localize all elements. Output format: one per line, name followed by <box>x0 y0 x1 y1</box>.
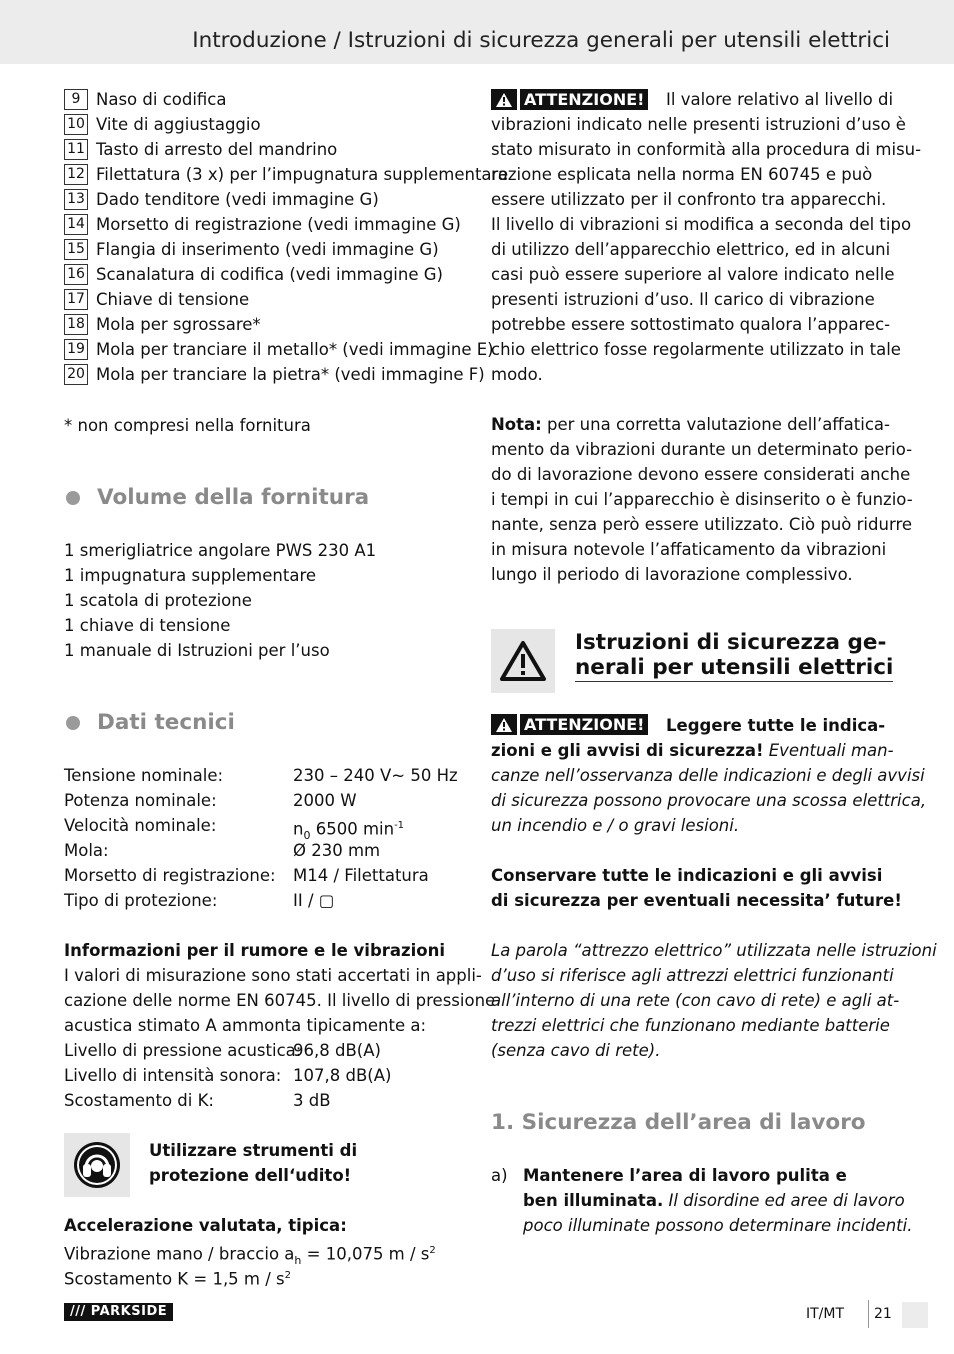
ear-protection-icon <box>64 1133 130 1197</box>
bullet-icon <box>66 716 80 730</box>
italic-text: di sicurezza possono provocare una scossa elettrica, <box>491 791 927 810</box>
vibration-text: modo. <box>491 365 543 384</box>
noise-value: 3 dB <box>293 1091 331 1110</box>
vibration-text: stato misurato in conformità alla procedura di misu- <box>491 140 922 159</box>
part-number: 14 <box>64 214 88 235</box>
page-title: Introduzione / Istruzioni di sicurezza generali per utensili elettrici <box>192 28 890 53</box>
volume-item: 1 smerigliatrice angolare PWS 230 A1 <box>64 541 377 560</box>
part-label: Vite di aggiustaggio <box>96 115 261 134</box>
tech-key: Potenza nominale: <box>64 791 217 810</box>
accel-heading: Accelerazione valutata, tipica: <box>64 1216 347 1235</box>
ear-protection-text: Utilizzare strumenti di <box>149 1141 358 1160</box>
warning-icon <box>491 89 517 110</box>
brand-logo: /// PARKSIDE <box>64 1303 173 1321</box>
item-text: ben illuminata. Il disordine ed aree di lavoro <box>523 1191 905 1210</box>
noise-text: acustica stimato A ammonta tipicamente a: <box>64 1016 427 1035</box>
volume-item: 1 impugnatura supplementare <box>64 566 317 585</box>
nota-text: lungo il periodo di lavorazione complessivo. <box>491 565 853 584</box>
nota-text: mento da vibrazioni durante un determinato perio- <box>491 440 913 459</box>
speed-subscript: 0 <box>303 828 311 842</box>
nota-text: in misura notevole l’affaticamento da vibrazioni <box>491 540 887 559</box>
nota-line: Nota: per una corretta valutazione dell’affatica- <box>491 415 890 434</box>
warning-icon <box>491 714 517 735</box>
read-instructions: Leggere tutte le indica- <box>666 716 886 735</box>
tech-key: Mola: <box>64 841 109 860</box>
definition-text: (senza cavo di rete). <box>491 1041 661 1060</box>
noise-text: I valori di misurazione sono stati accertati in appli- <box>64 966 482 985</box>
part-number: 16 <box>64 264 88 285</box>
footnote: * non compresi nella fornitura <box>64 416 311 435</box>
tech-key: Velocità nominale: <box>64 816 217 835</box>
vibration-text: razione esplicata nella norma EN 60745 e può <box>491 165 873 184</box>
tech-key: Tensione nominale: <box>64 766 224 785</box>
part-number: 19 <box>64 339 88 360</box>
definition-text: all’interno di una rete (con cavo di rete) e agli at- <box>491 991 900 1010</box>
part-number: 20 <box>64 364 88 385</box>
part-number: 13 <box>64 189 88 210</box>
part-number: 11 <box>64 139 88 160</box>
part-label: Mola per tranciare il metallo* (vedi immagine E) <box>96 340 494 359</box>
speed-symbol: n <box>293 819 304 839</box>
part-label: Chiave di tensione <box>96 290 250 309</box>
part-number: 10 <box>64 114 88 135</box>
noise-heading: Informazioni per il rumore e le vibrazioni <box>64 941 446 960</box>
noise-text: cazione delle norme EN 60745. Il livello di pressione <box>64 991 496 1010</box>
noise-key: Livello di pressione acustica: <box>64 1041 302 1060</box>
tech-key: Tipo di protezione: <box>64 891 218 910</box>
vibration-text: potrebbe essere sottostimato qualora l’apparec- <box>491 315 891 334</box>
accel-k: Scostamento K = 1,5 m / $s^2$ <box>64 1269 292 1289</box>
section-title-volume: Volume della fornitura <box>97 485 370 510</box>
tech-key: Morsetto di registrazione: <box>64 866 276 885</box>
noise-value: 107,8 dB(A) <box>293 1066 392 1085</box>
part-label: Mola per sgrossare* <box>96 315 261 334</box>
page-tab <box>902 1302 928 1328</box>
volume-item: 1 scatola di protezione <box>64 591 252 610</box>
part-label: Dado tenditore (vedi immagine G) <box>96 190 379 209</box>
vibration-text: presenti istruzioni d’uso. Il carico di vibrazione <box>491 290 875 309</box>
language-code: IT/MT <box>806 1306 845 1322</box>
section-title-tech: Dati tecnici <box>97 710 235 735</box>
nota-text: do di lavorazione devono essere considerati anche <box>491 465 911 484</box>
part-number: 18 <box>64 314 88 335</box>
part-label: Filettatura (3 x) per l’impugnatura supplementare <box>96 165 509 184</box>
tech-value: 230 – 240 V~ 50 Hz <box>293 766 458 785</box>
vibration-text: chio elettrico fosse regolarmente utilizzato in tale <box>491 340 901 359</box>
part-number: 12 <box>64 164 88 185</box>
noise-key: Livello di intensità sonora: <box>64 1066 282 1085</box>
vibration-text: casi può essere superiore al valore indicato nelle <box>491 265 895 284</box>
speed-superscript: -1 <box>394 820 405 831</box>
read-instructions: zioni e gli avvisi di sicurezza! Eventuali man- <box>491 741 894 760</box>
vibration-text: vibrazioni indicato nelle presenti istruzioni d’uso è <box>491 115 906 134</box>
part-label: Morsetto di registrazione (vedi immagine G) <box>96 215 461 234</box>
definition-text: d’uso si riferisce agli attrezzi elettrici funzionanti <box>491 966 894 985</box>
keep-instructions: di sicurezza per eventuali necessita’ future! <box>491 891 902 910</box>
tech-value: M14 / Filettatura <box>293 866 429 885</box>
part-label: Naso di codifica <box>96 90 227 109</box>
noise-value: 96,8 dB(A) <box>293 1041 381 1060</box>
item-text: Mantenere l’area di lavoro pulita e <box>523 1166 847 1185</box>
vibration-text: essere utilizzato per il confronto tra apparecchi. <box>491 190 887 209</box>
item-label: a) <box>491 1166 508 1185</box>
part-number: 15 <box>64 239 88 260</box>
part-number: 17 <box>64 289 88 310</box>
attention-badge: ATTENZIONE! <box>491 89 648 110</box>
part-label: Tasto di arresto del mandrino <box>96 140 338 159</box>
section-title-work-area: 1. Sicurezza dell’area di lavoro <box>491 1110 866 1135</box>
page-number: 21 <box>874 1306 892 1322</box>
volume-item: 1 chiave di tensione <box>64 616 231 635</box>
tech-value: II / ▢ <box>293 891 335 910</box>
safety-title: Istruzioni di sicurezza ge- <box>575 630 887 655</box>
tech-value: 2000 W <box>293 791 357 810</box>
safety-title: nerali per utensili elettrici <box>575 655 894 680</box>
vibration-text: di utilizzo dell’apparecchio elettrico, ed in alcuni <box>491 240 891 259</box>
nota-text: nante, senza però essere utilizzato. Ciò può ridurre <box>491 515 913 534</box>
bullet-icon <box>66 491 80 505</box>
noise-key: Scostamento di K: <box>64 1091 214 1110</box>
definition-text: trezzi elettrici che funzionano mediante batterie <box>491 1016 890 1035</box>
page-header <box>0 0 954 64</box>
part-label: Flangia di inserimento (vedi immagine G) <box>96 240 439 259</box>
accel-hand-arm: Vibrazione mano / braccio $a_h = 10,075$ m / $s^2$ <box>64 1244 436 1267</box>
part-label: Mola per tranciare la pietra* (vedi immagine F) <box>96 365 485 384</box>
ear-protection-text: protezione dell‘udito! <box>149 1166 352 1185</box>
volume-item: 1 manuale di Istruzioni per l’uso <box>64 641 330 660</box>
item-text: poco illuminate possono determinare incidenti. <box>523 1216 913 1235</box>
warning-triangle-icon <box>491 629 555 693</box>
nota-text: i tempi in cui l’apparecchio è disinserito o è funzio- <box>491 490 913 509</box>
part-number: 9 <box>64 89 88 110</box>
vibration-text: Il livello di vibrazioni si modifica a seconda del tipo <box>491 215 912 234</box>
part-label: Scanalatura di codifica (vedi immagine G) <box>96 265 443 284</box>
italic-text: canze nell’osservanza delle indicazioni e degli avvisi <box>491 766 925 785</box>
footer-divider <box>868 1300 869 1328</box>
vibration-text: Il valore relativo al livello di <box>666 90 894 109</box>
attention-badge: ATTENZIONE! <box>491 714 648 735</box>
tech-value: Ø 230 mm <box>293 841 381 860</box>
speed-value: 6500 min <box>310 819 395 839</box>
definition-text: La parola “attrezzo elettrico” utilizzata nelle istruzioni <box>491 941 937 960</box>
keep-instructions: Conservare tutte le indicazioni e gli avvisi <box>491 866 883 885</box>
italic-text: un incendio e / o gravi lesioni. <box>491 816 740 835</box>
